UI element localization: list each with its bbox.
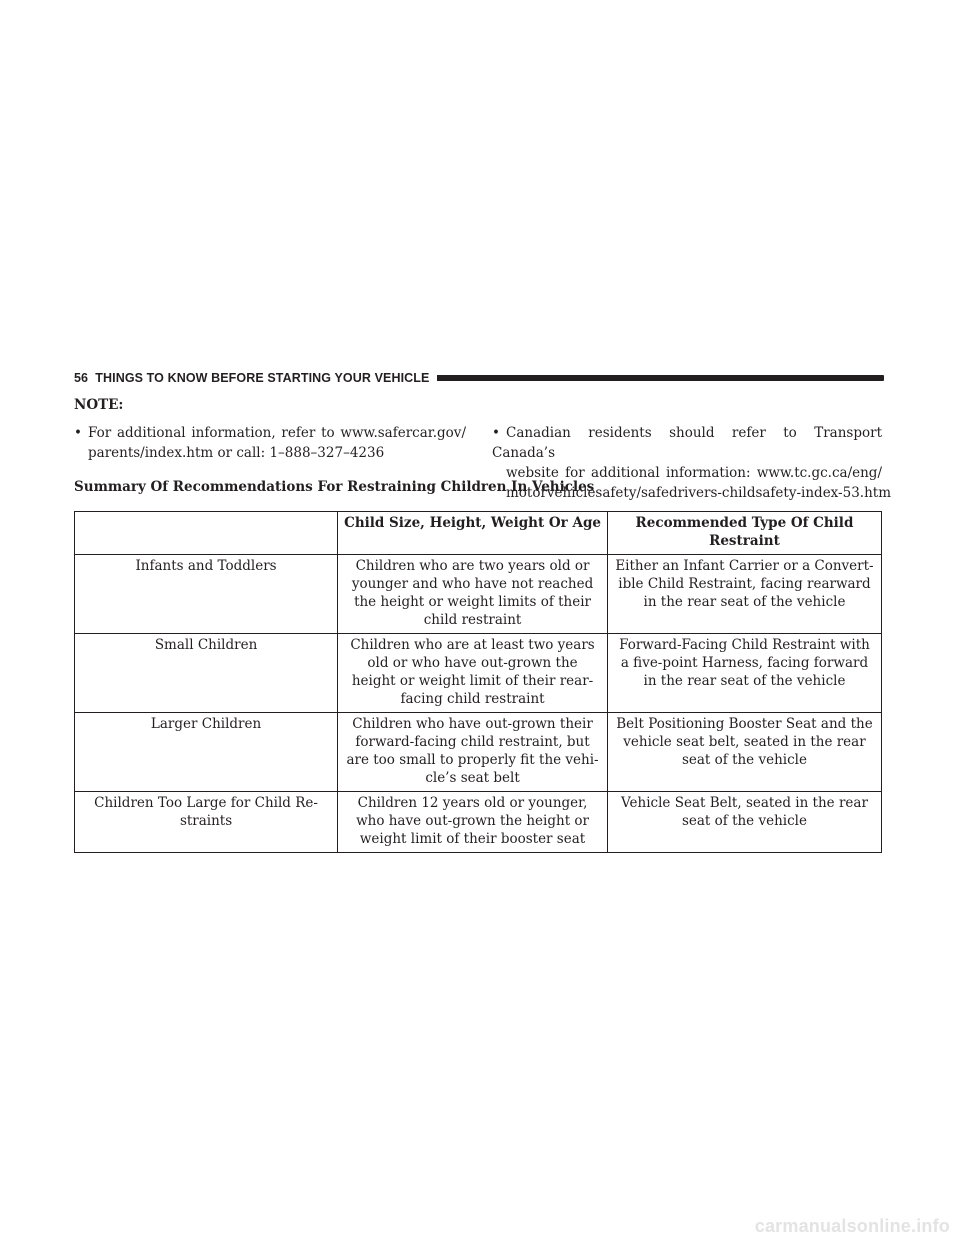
cell-line: a five-point Harness, facing forward	[620, 655, 869, 671]
cell-line: Infants and Toddlers	[135, 558, 277, 574]
table-row	[75, 555, 882, 634]
cell-line: in the rear seat of the vehicle	[643, 594, 846, 610]
cell-line: Small Children	[154, 637, 258, 653]
column-header-restraint: Recommended Type Of Child Restraint	[607, 512, 881, 555]
cell-size	[338, 634, 608, 713]
cell-line: Children who are two years old or	[355, 558, 590, 574]
note-bullet-line: parents/index.htm or call: 1–888–327–4236	[88, 445, 385, 461]
cell-line: in the rear seat of the vehicle	[643, 673, 846, 689]
cell-category	[75, 634, 338, 713]
cell-category	[75, 555, 338, 634]
cell-line: are too small to properly fit the vehi-	[346, 752, 599, 768]
cell-line: Belt Positioning Booster Seat and the	[616, 716, 873, 732]
cell-line: Larger Children	[150, 716, 262, 732]
table-body	[75, 555, 882, 853]
column-header-size: Child Size, Height, Weight Or Age	[338, 512, 608, 555]
cell-category	[75, 713, 338, 792]
cell-line: Children who have out-grown their	[352, 716, 593, 732]
cell-line: height or weight limit of their rear-	[351, 673, 594, 689]
table-header-row	[75, 512, 882, 555]
cell-line: who have out-grown the height or	[356, 813, 589, 829]
note-label: NOTE:	[74, 397, 124, 413]
cell-line: vehicle seat belt, seated in the rear	[623, 734, 866, 750]
cell-line: Children 12 years old or younger,	[357, 795, 588, 811]
watermark: carmanualsonline.info	[754, 1216, 950, 1236]
cell-line: cle’s seat belt	[425, 770, 520, 786]
header-rule	[437, 375, 884, 381]
recommendations-table	[74, 511, 882, 853]
bullet-icon: •	[492, 425, 500, 441]
cell-size	[338, 555, 608, 634]
cell-size	[338, 792, 608, 853]
cell-restraint	[607, 555, 881, 634]
cell-line: seat of the vehicle	[681, 813, 807, 829]
cell-line: Children who are at least two years	[350, 637, 595, 653]
note-bullet-line: website for additional information: www.tc.gc.ca/eng/	[506, 465, 882, 481]
note-bullet-line: Canadian residents should refer to Transport Canada’s	[492, 425, 882, 461]
cell-restraint	[607, 634, 881, 713]
cell-line: straints	[179, 813, 233, 829]
page-header	[74, 370, 884, 386]
table-row	[75, 792, 882, 853]
note-bullet	[74, 423, 466, 463]
cell-line: younger and who have not reached	[351, 576, 594, 592]
page-header-text	[74, 371, 429, 385]
cell-line: child restraint	[423, 612, 522, 628]
column-header-category	[75, 512, 338, 555]
cell-restraint	[607, 792, 881, 853]
section-title: THINGS TO KNOW BEFORE STARTING YOUR VEHICLE	[95, 371, 430, 385]
cell-line: old or who have out-grown the	[367, 655, 578, 671]
cell-line: facing child restraint	[400, 691, 545, 707]
note-bullet-line: For additional information, refer to www.safercar.gov/	[88, 425, 466, 441]
cell-line: Either an Infant Carrier or a Convert-	[615, 558, 874, 574]
page-number: 56	[74, 371, 89, 385]
cell-line: ible Child Restraint, facing rearward	[618, 576, 871, 592]
note-column-left	[74, 423, 466, 463]
cell-line: Children Too Large for Child Re-	[94, 795, 318, 811]
cell-restraint	[607, 713, 881, 792]
cell-line: Forward-Facing Child Restraint with	[619, 637, 870, 653]
cell-category	[75, 792, 338, 853]
summary-title: Summary Of Recommendations For Restraining Children In Vehicles	[74, 479, 595, 495]
cell-line: weight limit of their booster seat	[359, 831, 586, 847]
bullet-icon: •	[74, 425, 82, 441]
table-row	[75, 634, 882, 713]
cell-line: seat of the vehicle	[681, 752, 807, 768]
cell-line: forward-facing child restraint, but	[355, 734, 590, 750]
cell-line: the height or weight limits of their	[354, 594, 591, 610]
table-row	[75, 713, 882, 792]
cell-size	[338, 713, 608, 792]
note-bullet-line: motorvehiclesafety/safedrivers-childsafety-index-53.htm	[506, 485, 892, 501]
cell-line: Vehicle Seat Belt, seated in the rear	[621, 795, 868, 811]
